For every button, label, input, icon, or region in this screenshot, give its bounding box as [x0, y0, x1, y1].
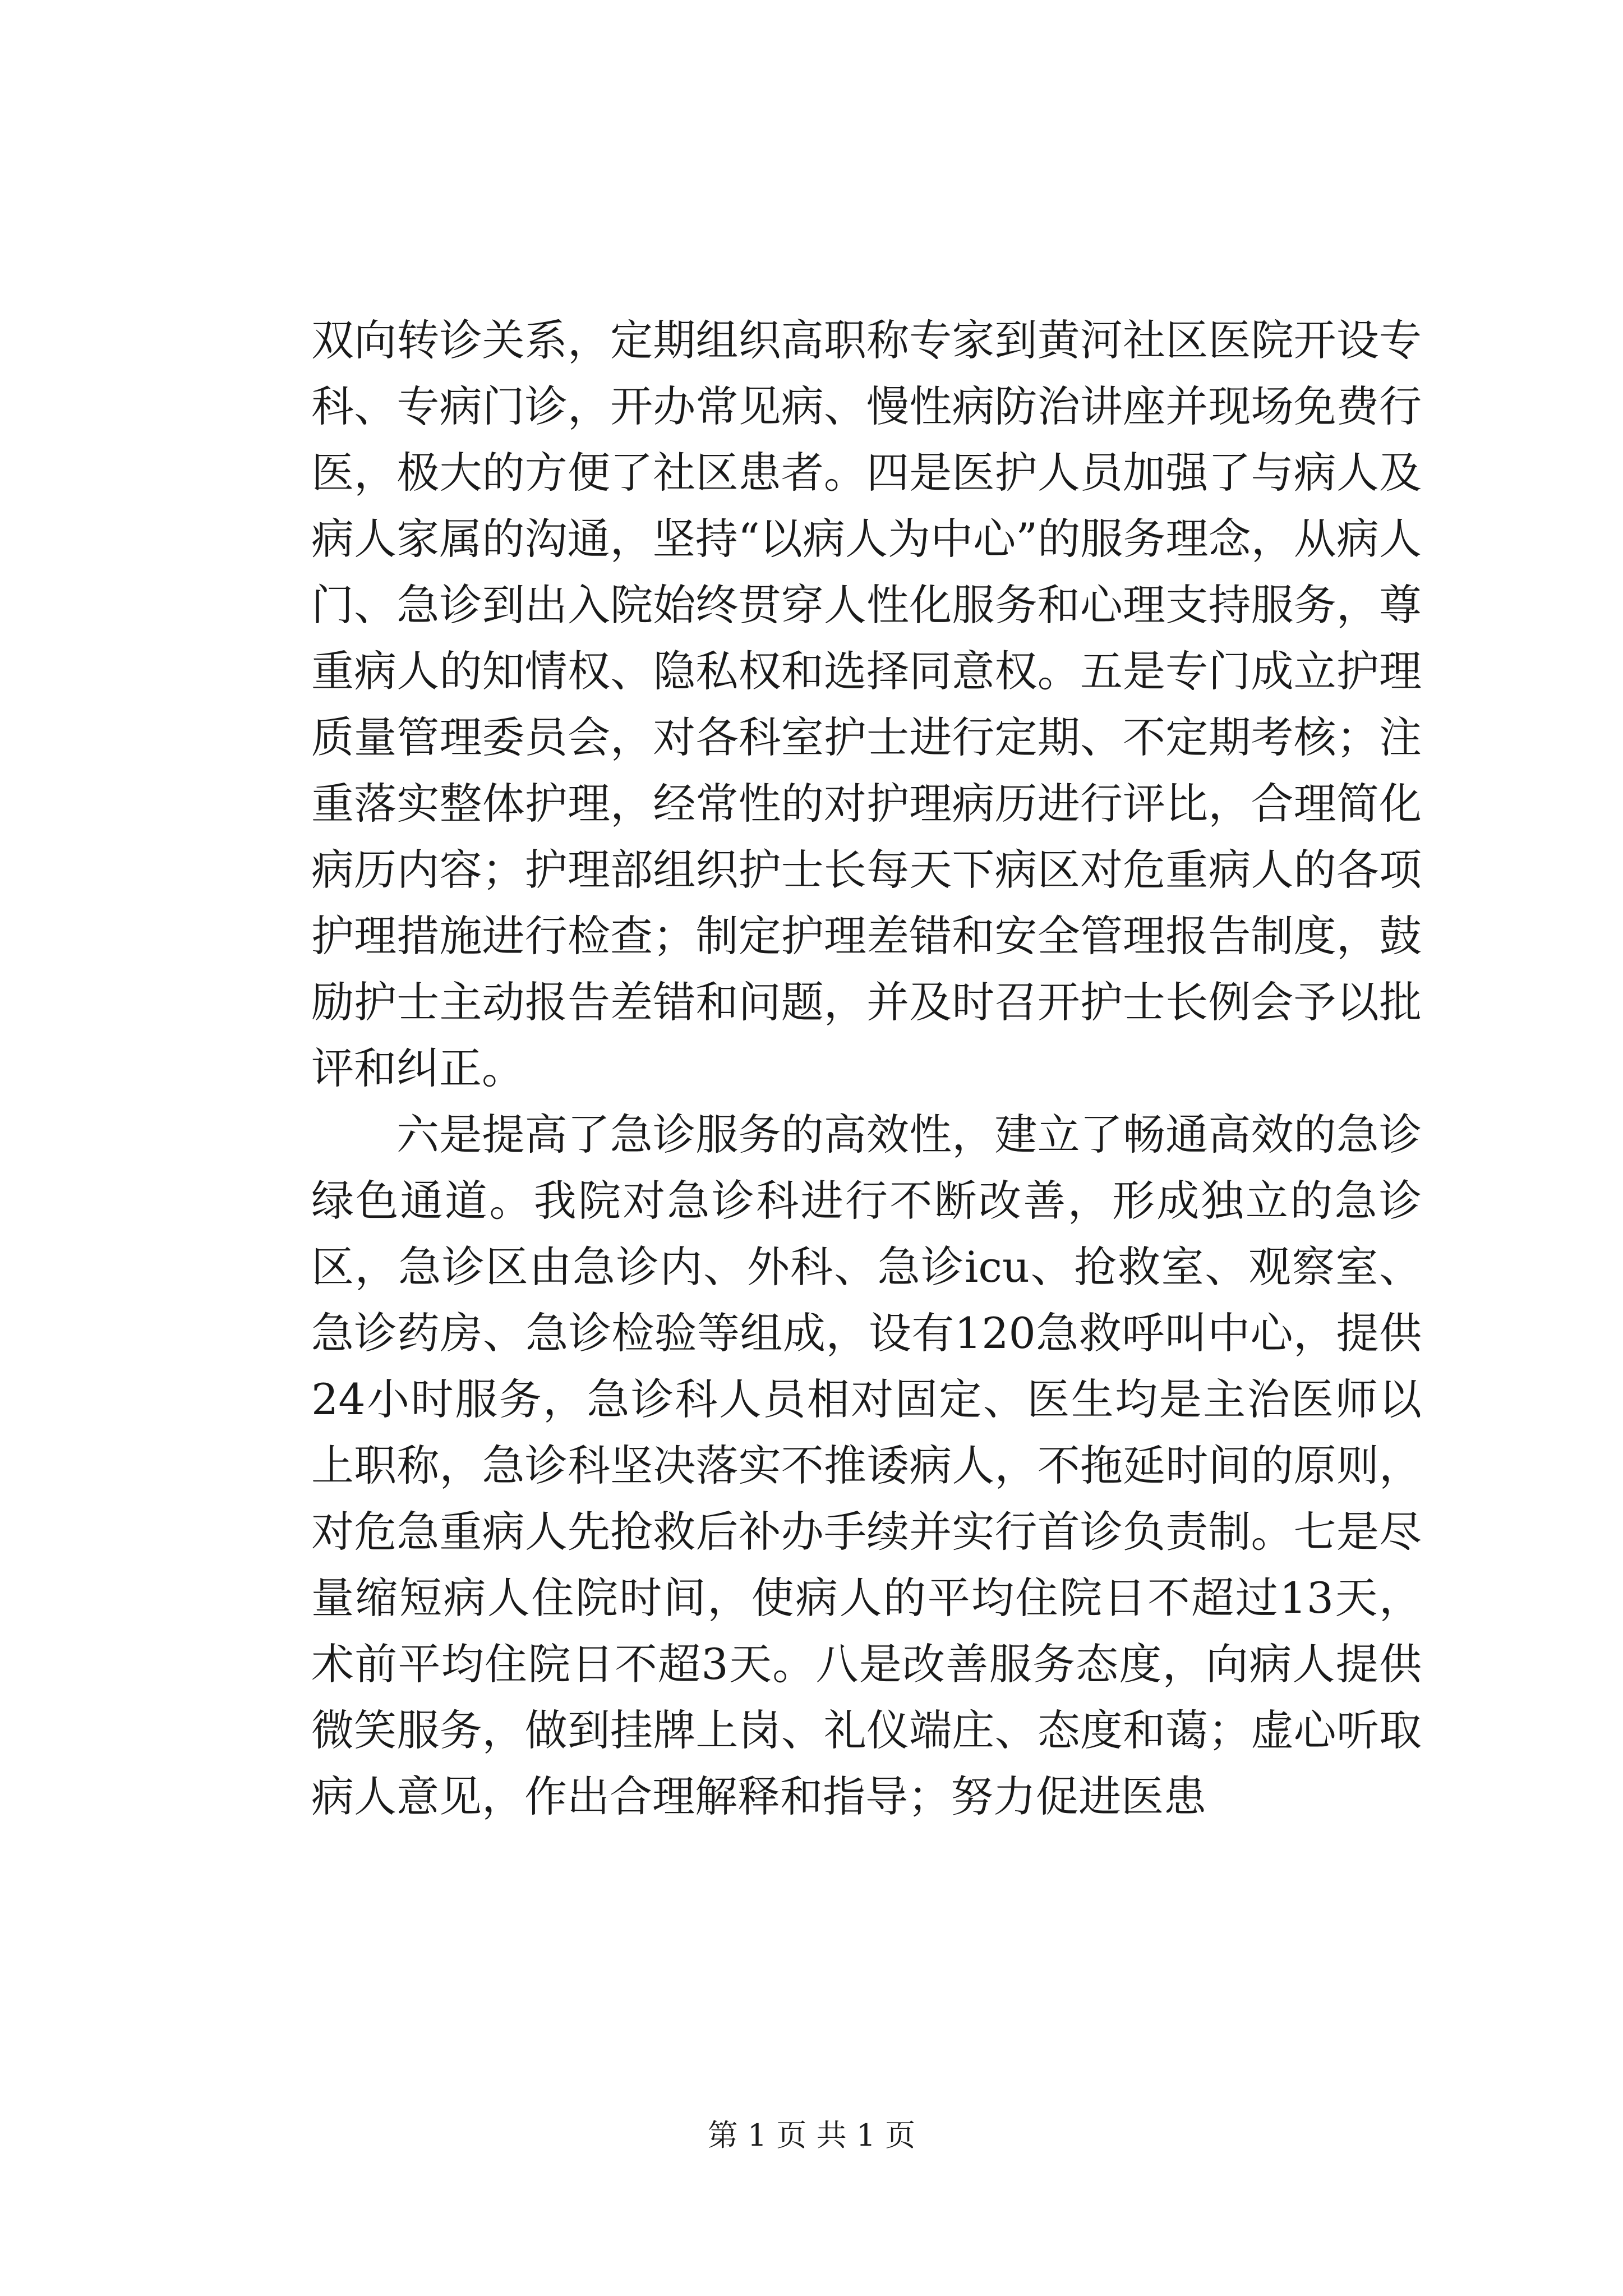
paragraph-six: 六是提高了急诊服务的高效性，建立了畅通高效的急诊绿色通道。我院对急诊科进行不断改善，形成独立的急诊区，急诊区由急诊内、外科、急诊icu、抢救室、观察室、急诊药房、急诊检验等组成，设有120急救呼叫中心，提供24小时服务，急诊科人员相对固定、医生均是主治医师以上职称，急诊科坚决落实不推诿病人，不拖延时间的原则，对危急重病人先抢救后补办手续并实行首诊负责制。七是尽量缩短病人住院时间，使病人的平均住院日不超过13天，术前平均住院日不超3天。八是改善服务态度，向病人提供微笑服务，做到挂牌上岗、礼仪端庄、态度和蔼；虚心听取病人意见，作出合理解释和指导；努力促进医患	[311, 1110, 1422, 1821]
page-footer: 第 1 页 共 1 页	[707, 2118, 916, 2153]
document-body	[311, 307, 1422, 1830]
paragraph-continuation: 双向转诊关系，定期组织高职称专家到黄河社区医院开设专科、专病门诊，开办常见病、慢性病防治讲座并现场免费行医，极大的方便了社区患者。四是医护人员加强了与病人及病人家属的沟通，坚持“以病人为中心”的服务理念，从病人门、急诊到出入院始终贯穿人性化服务和心理支持服务，尊重病人的知情权、隐私权和选择同意权。五是专门成立护理质量管理委员会，对各科室护士进行定期、不定期考核；注重落实整体护理，经常性的对护理病历进行评比，合理简化病历内容；护理部组织护士长每天下病区对危重病人的各项护理措施进行检查；制定护理差错和安全管理报告制度，鼓励护士主动报告差错和问题，并及时召开护士长例会予以批评和纠正。	[311, 315, 1422, 1093]
